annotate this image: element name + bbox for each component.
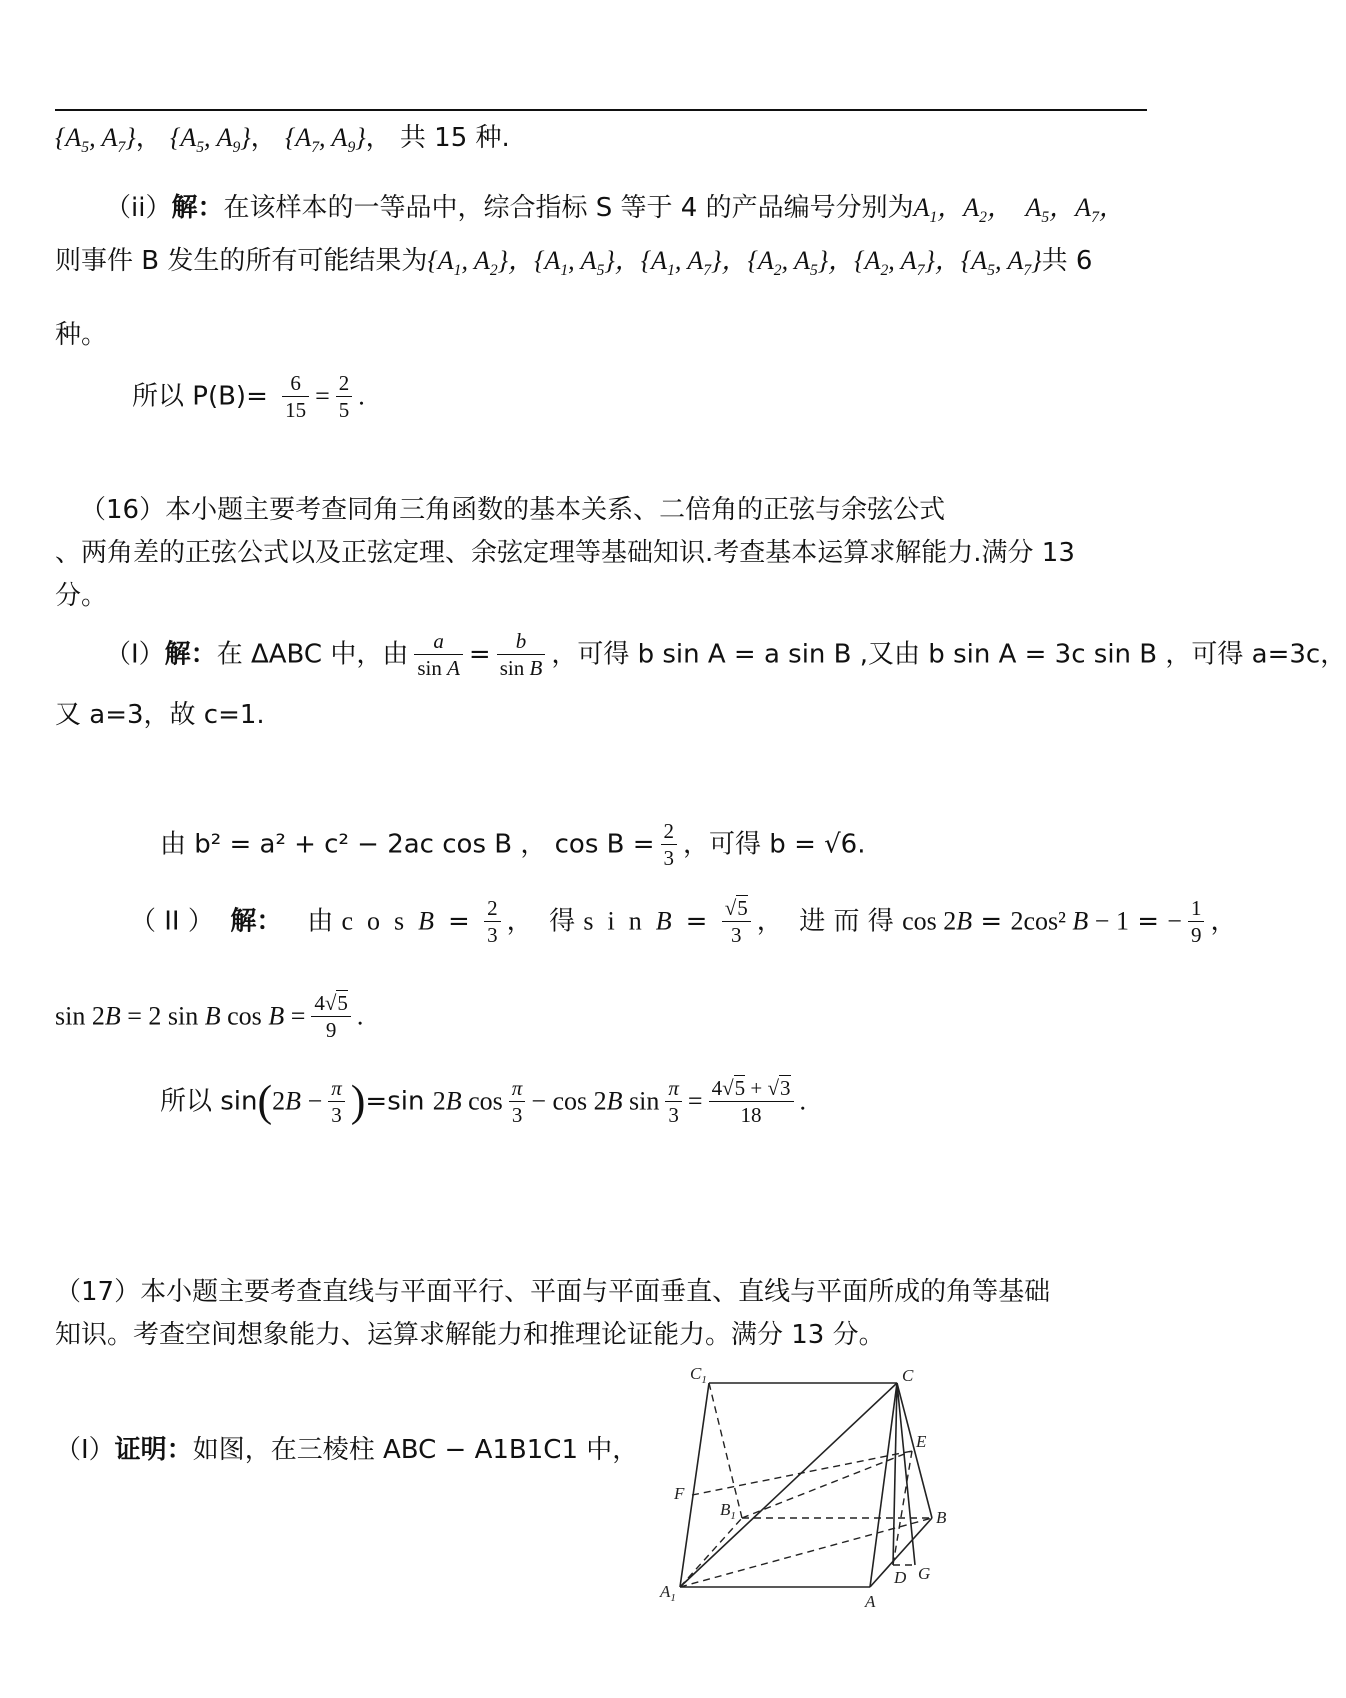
- cosB-label: cos B =: [554, 829, 655, 860]
- part-ii-line2: [55, 245, 1092, 281]
- q16-intro-line3: 分。: [55, 581, 108, 611]
- q16-p1-label: （I）: [105, 639, 165, 670]
- sin2B-fraction: $\frac{4√5}{9}$: [311, 990, 351, 1044]
- q16-part1-line1: （I）解：在 ΔABC 中，由 $\frac{a}{\text{sin A}}$ = $\frac{b}{\text{sin B}}$ ，可得 b sin A = a sin B ,又由 b sin A = 3c sin B ，可得 a=3c，: [105, 629, 1346, 681]
- part-ii-line3: 种。: [55, 320, 108, 350]
- cosine-law-text: 由 b² = a² + c² − 2ac cos B ，: [160, 829, 547, 860]
- label-d: D: [894, 1568, 907, 1587]
- q17-intro-line1: （17）本小题主要考查直线与平面平行、平面与平面垂直、直线与平面所成的角等基础: [55, 1277, 1051, 1307]
- q17-p1-head: 证明：: [114, 1435, 193, 1465]
- sinB-fraction: $\frac{√5}{3}$: [722, 895, 751, 949]
- q16-part1-line2: 又 a=3，故 c=1.: [55, 700, 265, 730]
- probability-line: 所以 P(B)= $\frac{6}{15}$ = $\frac{2}{5}$ .: [132, 371, 365, 423]
- label-f: F: [674, 1484, 685, 1503]
- edge-f-e: [692, 1451, 912, 1495]
- part-ii-label: （ii）: [105, 193, 172, 223]
- part-ii-line1: [105, 192, 1125, 228]
- set-a5-a9: {$A_5$, $A_9$}: [169, 123, 251, 157]
- final-prefix: 所以 sin: [160, 1086, 258, 1117]
- final-line: 所以 sin(2B − $\frac{\pi}{3}$ )=sin 2B cos $\frac{\pi}{3}$ − cos 2B sin $\frac{\pi}{3}$ = $\frac{4√5 + √3}{18}$ .: [160, 1076, 806, 1128]
- label-c1: $C_1$: [690, 1364, 707, 1386]
- count-text: 共 15 种.: [399, 123, 510, 153]
- part-ii-head: 解：: [171, 193, 224, 223]
- part-ii-text2: 则事件 B 发生的所有可能结果为: [55, 246, 428, 276]
- ratio-a-sinA: $\frac{a}{\text{sin A}}$: [414, 628, 463, 682]
- q16-p2-label: （ II ）: [130, 906, 214, 937]
- q16-part2-line1: （ II ） 解： 由 cosB= $\frac{2}{3}$ ， 得 sinB= $\frac{√5}{3}$ ， 进 而 得 cos 2B = 2cos² B − 1 = − $\frac{1}{9}$ ，: [130, 896, 1237, 948]
- product-ids: $A_1$，$A_2$， $A_5$，$A_7$，: [913, 193, 1125, 227]
- pi-over-3-b: $\frac{\pi}{3}$: [509, 1075, 526, 1129]
- sets-line: {$A_5$, $A_7$}， {$A_5$, $A_9$}， {$A_7$, $A_9$}， 共 15 种.: [55, 123, 510, 157]
- q17-part1-line: [55, 1435, 638, 1466]
- probability-prefix: 所以 P(B)=: [132, 381, 268, 412]
- part-ii-text1: 在该样本的一等品中，综合指标 S 等于 4 的产品编号分别为: [223, 193, 914, 223]
- q16-p1-head: 解：: [164, 639, 217, 670]
- set-a5-a7: {$A_5$, $A_7$}: [55, 123, 136, 157]
- result-fraction: $\frac{4√5 + √3}{18}$: [709, 1075, 794, 1129]
- cos2B-fraction: $\frac{1}{9}$: [1188, 895, 1205, 949]
- label-e: E: [916, 1432, 927, 1451]
- cosB-fraction: $\frac{2}{3}$: [484, 895, 501, 949]
- label-a1: $A_1$: [660, 1582, 676, 1604]
- set-a7-a9: {$A_7$, $A_9$}: [284, 123, 366, 157]
- ratio-b-sinB: $\frac{b}{\text{sin B}}$: [497, 628, 546, 682]
- q16-p2-head: 解：: [230, 906, 283, 937]
- header-rule: [55, 109, 1147, 111]
- label-a: A: [865, 1592, 876, 1611]
- edge-c-b: [897, 1383, 932, 1518]
- q17-p1-label: （I）: [55, 1435, 115, 1465]
- label-g: G: [918, 1564, 931, 1583]
- edge-c1-b1: [709, 1383, 742, 1518]
- fraction-2-5: $\frac{2}{5}$: [336, 370, 353, 424]
- q17-p1-text: 如图，在三棱柱 ABC − A1B1C1 中，: [192, 1435, 639, 1465]
- fraction-6-15: $\frac{6}{15}$: [282, 370, 309, 424]
- cosine-law-line: [160, 818, 866, 872]
- pi-over-3-c: $\frac{\pi}{3}$: [665, 1075, 682, 1129]
- edge-a1-c: [680, 1383, 897, 1587]
- label-b: B: [936, 1508, 947, 1527]
- sin2B-line: sin 2B = 2 sin B cos B = $\frac{4√5}{9}$ .: [55, 991, 364, 1043]
- q16-intro-line2: 、两角差的正弦公式以及正弦定理、余弦定理等基础知识.考查基本运算求解能力.满分 13: [55, 538, 1075, 568]
- edge-c-g: [897, 1383, 915, 1565]
- label-b1: $B_1$: [720, 1500, 736, 1522]
- pi-over-3: $\frac{\pi}{3}$: [328, 1075, 345, 1129]
- part-ii-tail: 共 6: [1041, 246, 1093, 276]
- edge-a1-b1: [680, 1518, 742, 1587]
- q17-intro-line2: 知识。考查空间想象能力、运算求解能力和推理论证能力。满分 13 分。: [55, 1320, 885, 1350]
- q16-p1-text1: 在 ΔABC 中，由: [216, 639, 409, 670]
- outcome-list: {$A_1$, $A_2$}，{$A_1$, $A_5$}，{$A_1$, $A_7$}，{$A_2$, $A_5$}，{$A_2$, $A_7$}，{$A_5$, $A_7$}: [427, 246, 1042, 280]
- label-c: C: [902, 1366, 914, 1385]
- prism-figure: [640, 1365, 980, 1615]
- b-value-text: ，可得 b = √6.: [683, 829, 866, 860]
- q16-intro-line1: （16）本小题主要考查同角三角函数的基本关系、二倍角的正弦与余弦公式: [80, 495, 946, 525]
- fraction-2-3: $\frac{2}{3}$: [661, 818, 678, 872]
- q16-p1-text2: ，可得 b sin A = a sin B ,又由 b sin A = 3c sin B ，可得 a=3c，: [551, 639, 1346, 670]
